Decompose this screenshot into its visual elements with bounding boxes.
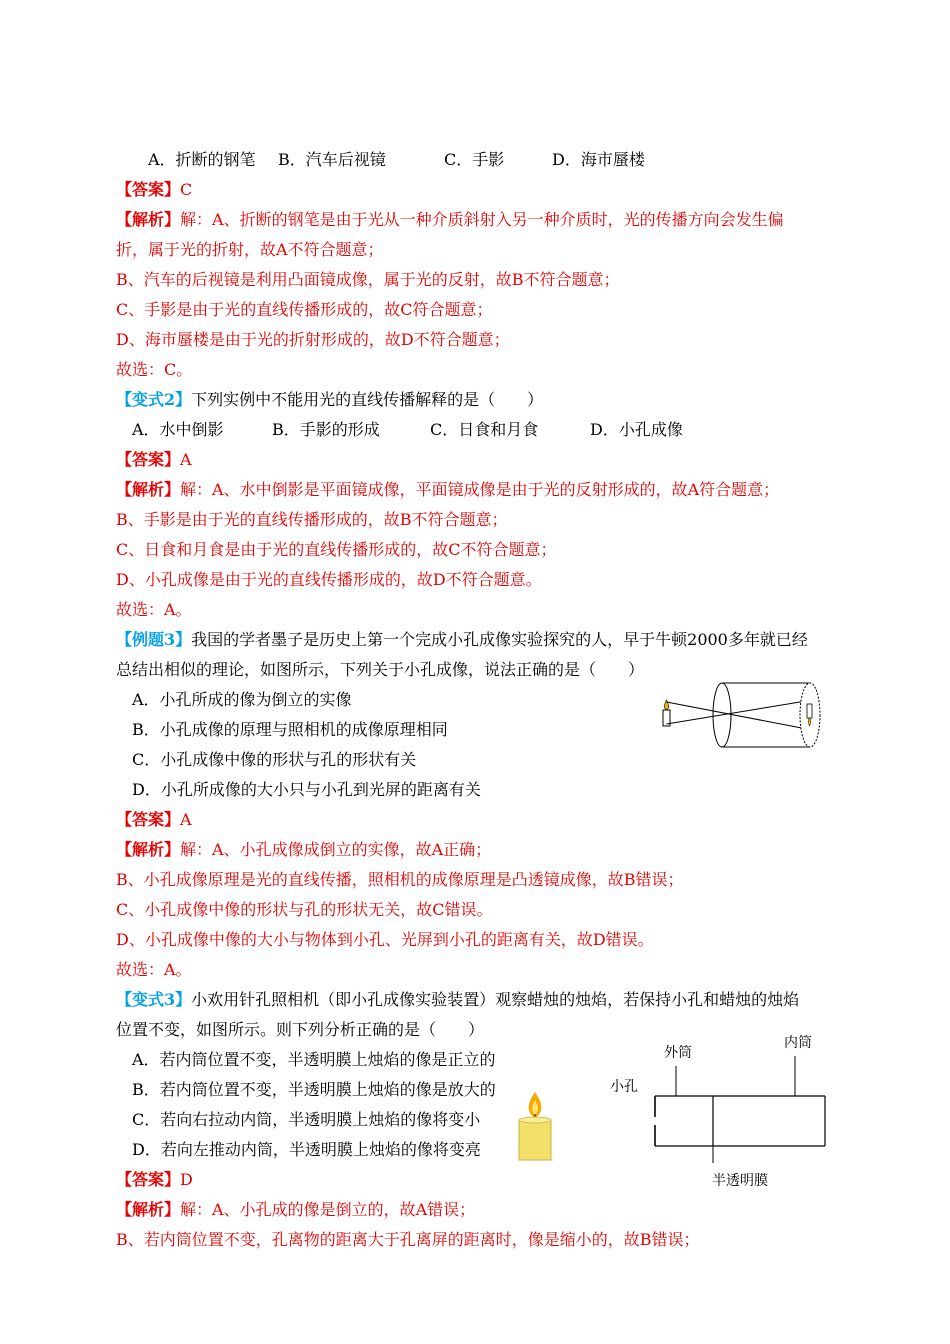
question-text: 下列实例中不能用光的直线传播解释的是（ ）: [191, 390, 544, 409]
q1-option-a: A．折断的钢笔: [148, 150, 256, 169]
q3-stem-2: 总结出相似的理论，如图所示，下列关于小孔成像，说法正确的是（ ）: [116, 660, 645, 679]
analysis-text: 解：A、折断的钢笔是由于光从一种介质斜射入另一种介质时，光的传播方向会发生偏: [180, 210, 784, 229]
question-text: 小欢用针孔照相机（即小孔成像实验装置）观察蜡烛的烛焰，若保持小孔和蜡烛的烛焰: [191, 990, 800, 1009]
q4-option-d: D．若向左推动内筒，半透明膜上烛焰的像将变亮: [132, 1140, 481, 1159]
q1-option-c: C．手影: [444, 150, 505, 169]
q1-answer: [116, 180, 192, 200]
q2-answer: [116, 450, 192, 470]
q1-option-d: D．海市蜃楼: [552, 150, 645, 169]
q3-analysis-2: B、小孔成像原理是光的直线传播，照相机的成像原理是凸透镜成像，故B错误；: [116, 870, 684, 889]
candle-icon: [519, 1120, 551, 1160]
pinhole-camera-figure: [660, 680, 830, 750]
q4-option-b: B．若内筒位置不变，半透明膜上烛焰的像是放大的: [132, 1080, 496, 1099]
q2-analysis-4: D、小孔成像是由于光的直线传播形成的，故D不符合题意。: [116, 570, 542, 589]
q2-option-b: B．手影的形成: [272, 420, 380, 439]
q3-analysis-3: C、小孔成像中像的形状与孔的形状无关，故C错误。: [116, 900, 493, 919]
analysis-text: 解：A、小孔成的像是倒立的，故A错误；: [180, 1200, 476, 1219]
q2-analysis-2: B、手影是由于光的直线传播形成的，故B不符合题意；: [116, 510, 508, 529]
answer-label: 【答案】: [116, 1170, 181, 1189]
q2-stem: [116, 390, 543, 410]
q1-analysis-5: D、海市蜃楼是由于光的折射形成的，故D不符合题意；: [116, 330, 510, 349]
analysis-text: 解：A、水中倒影是平面镜成像，平面镜成像是由于光的反射形成的，故A符合题意；: [180, 480, 780, 499]
analysis-label: 【解析】: [116, 480, 181, 499]
pinhole-label: 小孔: [610, 1079, 638, 1095]
q4-answer: [116, 1170, 193, 1190]
q4-stem-2: 位置不变，如图所示。则下列分析正确的是（ ）: [116, 1020, 485, 1039]
answer-value: D: [180, 1170, 193, 1189]
answer-value: A: [180, 450, 192, 469]
q3-conclusion: 故选：A。: [116, 960, 192, 979]
q1-analysis-3: B、汽车的后视镜是利用凸面镜成像，属于光的反射，故B不符合题意；: [116, 270, 620, 289]
question-text: 我国的学者墨子是历史上第一个完成小孔成像实验探究的人，早于牛顿2000多年就已经: [191, 630, 808, 649]
q2-options: [132, 420, 683, 440]
q3-option-c: C．小孔成像中像的形状与孔的形状有关: [132, 750, 417, 769]
q2-option-a: A．水中倒影: [132, 420, 224, 439]
film-label: 半透明膜: [712, 1173, 768, 1189]
q1-options: [148, 150, 645, 170]
q4-analysis-1: [116, 1200, 475, 1220]
q4-option-a: A．若内筒位置不变，半透明膜上烛焰的像是正立的: [132, 1050, 496, 1069]
q2-option-d: D．小孔成像: [590, 420, 683, 439]
q3-option-a: A．小孔所成的像为倒立的实像: [132, 690, 352, 709]
q3-analysis-4: D、小孔成像中像的大小与物体到小孔、光屏到小孔的距离有关，故D错误。: [116, 930, 654, 949]
question-tag: 【变式2】: [116, 390, 192, 409]
q3-stem-1: [116, 630, 808, 650]
q2-conclusion: 故选：A。: [116, 600, 192, 619]
q1-conclusion: 故选：C。: [116, 360, 193, 379]
candle-figure: [514, 1090, 556, 1162]
analysis-label: 【解析】: [116, 840, 181, 859]
answer-value: A: [180, 810, 192, 829]
q3-option-b: B．小孔成像的原理与照相机的成像原理相同: [132, 720, 448, 739]
q1-analysis-4: C、手影是由于光的直线传播形成的，故C符合题意；: [116, 300, 493, 319]
analysis-text: 解：A、小孔成像成倒立的实像，故A正确；: [180, 840, 492, 859]
q2-analysis-1: [116, 480, 779, 500]
inner-tube-label: 内筒: [784, 1035, 812, 1051]
q3-analysis-1: [116, 840, 491, 860]
q2-option-c: C．日食和月食: [430, 420, 539, 439]
answer-label: 【答案】: [116, 450, 181, 469]
outer-tube-label: 外筒: [664, 1045, 692, 1061]
q3-option-d: D．小孔所成像的大小只与小孔到光屏的距离有关: [132, 780, 481, 799]
q4-stem-1: [116, 990, 799, 1010]
flame-icon: [664, 700, 668, 710]
q2-analysis-3: C、日食和月食是由于光的直线传播形成的，故C不符合题意；: [116, 540, 557, 559]
q1-analysis-1: [116, 210, 784, 230]
answer-value: C: [180, 180, 193, 199]
q1-analysis-2: 折，属于光的折射，故A不符合题意；: [116, 240, 384, 259]
analysis-label: 【解析】: [116, 210, 181, 229]
question-tag: 【变式3】: [116, 990, 192, 1009]
question-tag: 【例题3】: [116, 630, 192, 649]
q4-analysis-2: B、若内筒位置不变，孔离物的距离大于孔离屏的距离时，像是缩小的，故B错误；: [116, 1230, 700, 1249]
q3-answer: [116, 810, 192, 830]
analysis-label: 【解析】: [116, 1200, 181, 1219]
answer-label: 【答案】: [116, 180, 181, 199]
pinhole-apparatus-figure: [600, 1035, 840, 1190]
q1-option-b: B．汽车后视镜: [278, 150, 386, 169]
q4-option-c: C．若向右拉动内筒，半透明膜上烛焰的像将变小: [132, 1110, 481, 1129]
answer-label: 【答案】: [116, 810, 181, 829]
